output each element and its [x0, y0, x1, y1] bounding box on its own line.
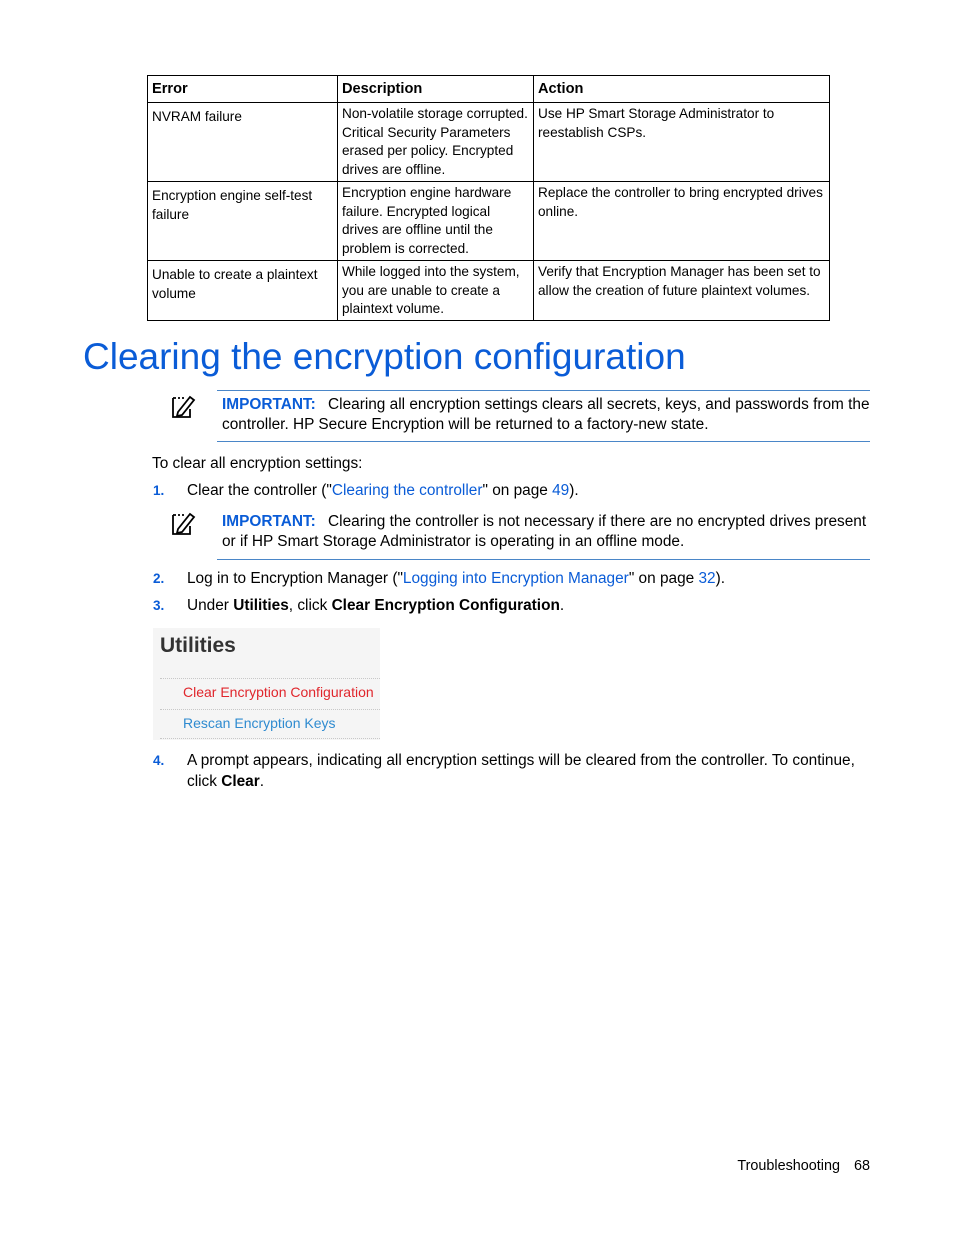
- divider: [160, 709, 380, 710]
- utilities-title: Utilities: [160, 634, 236, 657]
- step-2: Log in to Encryption Manager ("Logging into Encryption Manager" on page 32).: [187, 570, 725, 587]
- step-number: 1.: [153, 483, 165, 498]
- step-4-line-2: click Clear.: [187, 773, 264, 790]
- column-header-description: Description: [338, 76, 534, 103]
- footer-section: Troubleshooting: [737, 1158, 840, 1174]
- column-header-action: Action: [534, 76, 830, 103]
- page-number: 68: [853, 1158, 870, 1174]
- step-number: 3.: [153, 598, 165, 613]
- important-label: IMPORTANT:: [222, 396, 316, 413]
- cell-action: Use HP Smart Storage Administrator to reestablish CSPs.: [534, 103, 830, 182]
- page-title: Clearing the encryption configuration: [83, 336, 686, 377]
- important-note-text: Clearing the controller is not necessary if there are no encrypted drives present or if HP Smart Storage Administrator is operating in an offline mode.: [222, 513, 867, 550]
- column-header-error: Error: [148, 76, 338, 103]
- table-row: [148, 103, 830, 182]
- important-note: [217, 508, 870, 560]
- cell-description: While logged into the system, you are unable to create a plaintext volume.: [338, 261, 534, 321]
- important-note-text: Clearing all encryption settings clears all secrets, keys, and passwords from the controller. HP Secure Encryption will be returned to a factory-new state.: [222, 396, 870, 433]
- cell-action: Replace the controller to bring encrypted drives online.: [534, 182, 830, 261]
- link-logging-into-encryption-manager[interactable]: Logging into Encryption Manager: [402, 570, 629, 587]
- cell-description: Encryption engine hardware failure. Encrypted logical drives are offline until the problem is corrected.: [338, 182, 534, 261]
- utilities-panel-screenshot: [153, 628, 380, 740]
- table-row: [148, 261, 830, 321]
- important-label: IMPORTANT:: [222, 513, 316, 530]
- intro-text: To clear all encryption settings:: [152, 455, 363, 472]
- step-3: Under Utilities, click Clear Encryption Configuration.: [187, 597, 565, 614]
- link-clearing-the-controller[interactable]: Clearing the controller: [331, 482, 483, 499]
- rescan-encryption-keys-link[interactable]: Rescan Encryption Keys: [183, 715, 336, 731]
- error-table: [147, 75, 830, 321]
- page-footer: [737, 1158, 870, 1174]
- divider: [160, 678, 380, 679]
- page-link-32[interactable]: 32: [698, 570, 716, 587]
- divider: [160, 738, 380, 739]
- important-note: [217, 390, 870, 442]
- important-note-icon: [170, 394, 196, 420]
- clear-encryption-configuration-link[interactable]: Clear Encryption Configuration: [183, 684, 374, 700]
- step-4-line-1: A prompt appears, indicating all encryption settings will be cleared from the controller. To continue,: [187, 752, 855, 769]
- cell-description: Non-volatile storage corrupted. Critical Security Parameters erased per policy. Encrypted drives are offline.: [338, 103, 534, 182]
- cell-error: NVRAM failure: [148, 103, 338, 182]
- cell-error: Unable to create a plaintext volume: [148, 261, 338, 321]
- step-number: 2.: [153, 571, 165, 586]
- step-1: Clear the controller ("Clearing the controller" on page 49).: [187, 482, 579, 499]
- cell-action: Verify that Encryption Manager has been set to allow the creation of future plaintext volumes.: [534, 261, 830, 321]
- important-note-icon: [170, 511, 196, 537]
- table-header-row: [148, 76, 830, 103]
- step-number: 4.: [153, 753, 165, 768]
- table-row: [148, 182, 830, 261]
- cell-error: Encryption engine self-test failure: [148, 182, 338, 261]
- page-link-49[interactable]: 49: [552, 482, 570, 499]
